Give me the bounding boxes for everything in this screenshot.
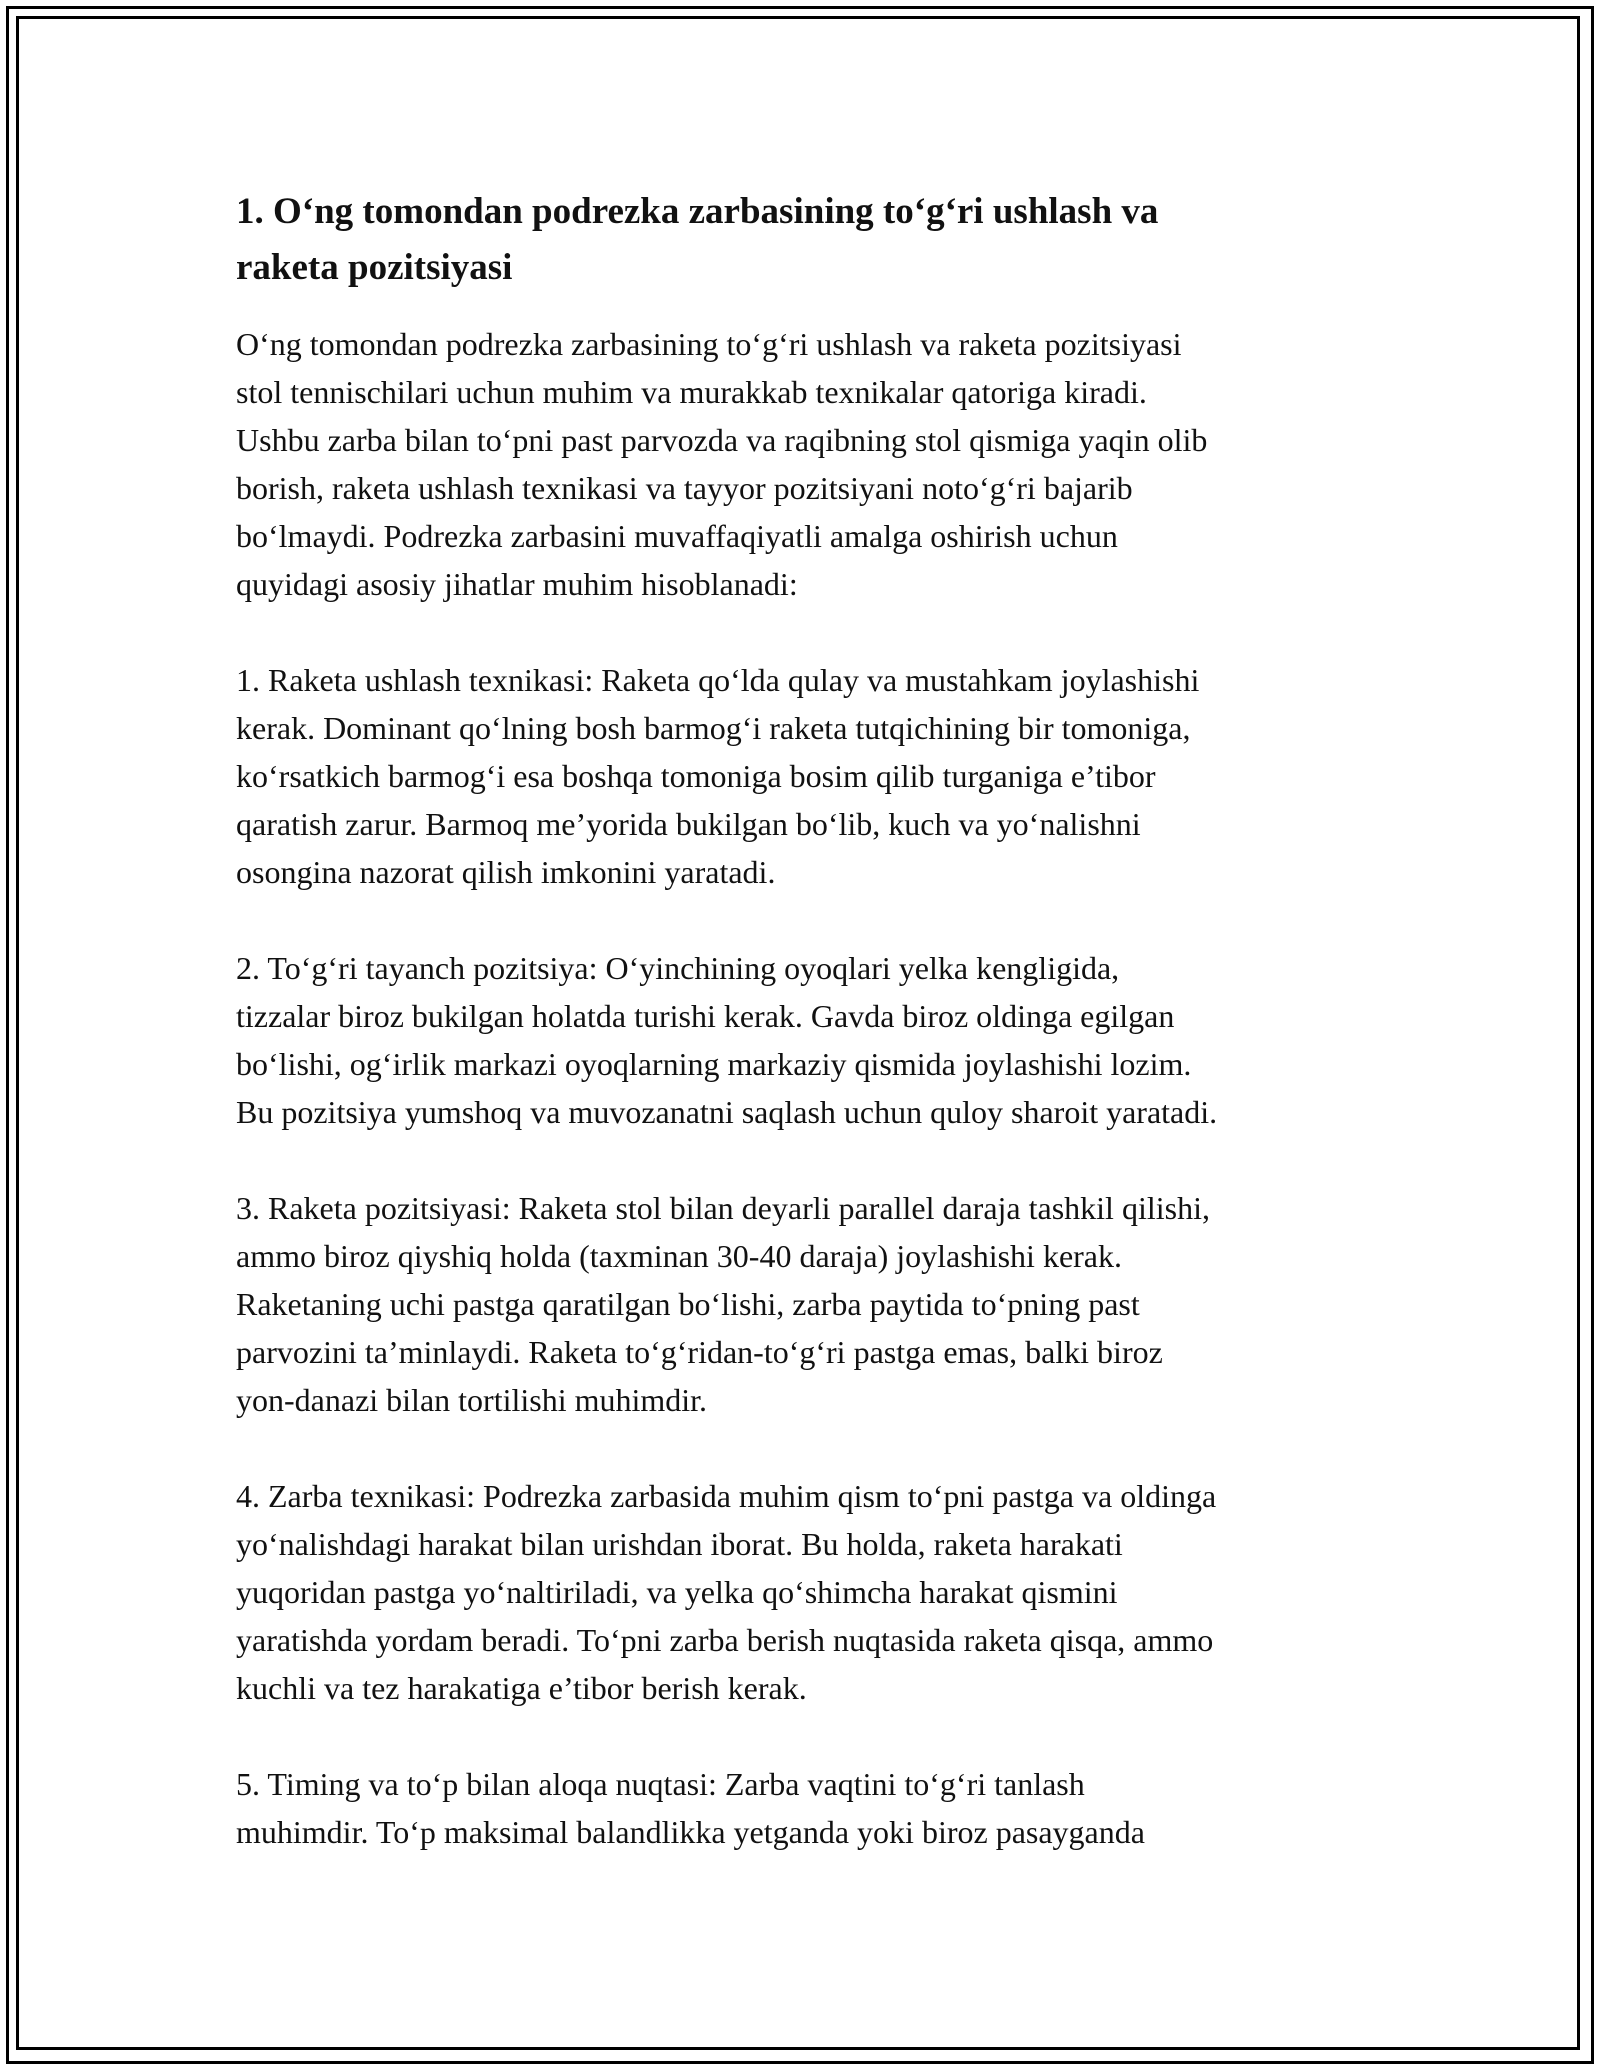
- point-4-paragraph: 4. Zarba texnikasi: Podrezka zarbasida muhim qism to‘pni pastga va oldinga yo‘nalishdagi harakat bilan urishdan iborat. Bu holda, raketa harakati yuqoridan pastga yo‘naltiriladi, va yelka qo‘shimcha harakat qismini yaratishda yordam beradi. To‘pni zarba berish nuqtasida raketa qisqa, ammo kuchli va tez harakatiga e’tibor berish kerak.: [236, 1478, 1217, 1706]
- point-1-paragraph: 1. Raketa ushlash texnikasi: Raketa qo‘lda qulay va mustahkam joylashishi kerak. Dominant qo‘lning bosh barmog‘i raketa tutqichining bir tomoniga, ko‘rsatkich barmog‘i esa boshqa tomoniga bosim qilib turganiga e’tibor qaratish zarur. Barmoq me’yorida bukilgan bo‘lib, kuch va yo‘nalishni osongina nazorat qilish imkonini yaratadi.: [236, 662, 1200, 890]
- point-5-paragraph: 5. Timing va to‘p bilan aloqa nuqtasi: Zarba vaqtini to‘g‘ri tanlash muhimdir. To‘p maksimal balandlikka yetganda yoki biroz pasayganda: [236, 1766, 1145, 1850]
- section-heading: 1. O‘ng tomondan podrezka zarbasining to‘g‘ri ushlash va raketa pozitsiyasi: [236, 191, 1159, 288]
- point-3-paragraph: 3. Raketa pozitsiyasi: Raketa stol bilan deyarli parallel daraja tashkil qilishi, ammo biroz qiyshiq holda (taxminan 30-40 daraja) joylashishi kerak. Raketaning uchi pastga qaratilgan bo‘lishi, zarba paytida to‘pning past parvozini ta’minlaydi. Raketa to‘g‘ridan-to‘g‘ri pastga emas, balki biroz yon-danazi bilan tortilishi muhimdir.: [236, 1190, 1210, 1418]
- intro-paragraph: O‘ng tomondan podrezka zarbasining to‘g‘ri ushlash va raketa pozitsiyasi stol tennischilari uchun muhim va murakkab texnikalar qatoriga kiradi. Ushbu zarba bilan to‘pni past parvozda va raqibning stol qismiga yaqin olib borish, raketa ushlash texnikasi va tayyor pozitsiyani noto‘g‘ri bajarib bo‘lmaydi. Podrezka zarbasini muvaffaqiyatli amalga oshirish uchun quyidagi asosiy jihatlar muhim hisoblanadi:: [236, 326, 1208, 602]
- document-body: [236, 184, 1366, 1856]
- point-2-paragraph: 2. To‘g‘ri tayanch pozitsiya: O‘yinchining oyoqlari yelka kengligida, tizzalar biroz bukilgan holatda turishi kerak. Gavda biroz oldinga egilgan bo‘lishi, og‘irlik markazi oyoqlarning markaziy qismida joylashishi lozim. Bu pozitsiya yumshoq va muvozanatni saqlash uchun quloy sharoit yaratadi.: [236, 950, 1218, 1130]
